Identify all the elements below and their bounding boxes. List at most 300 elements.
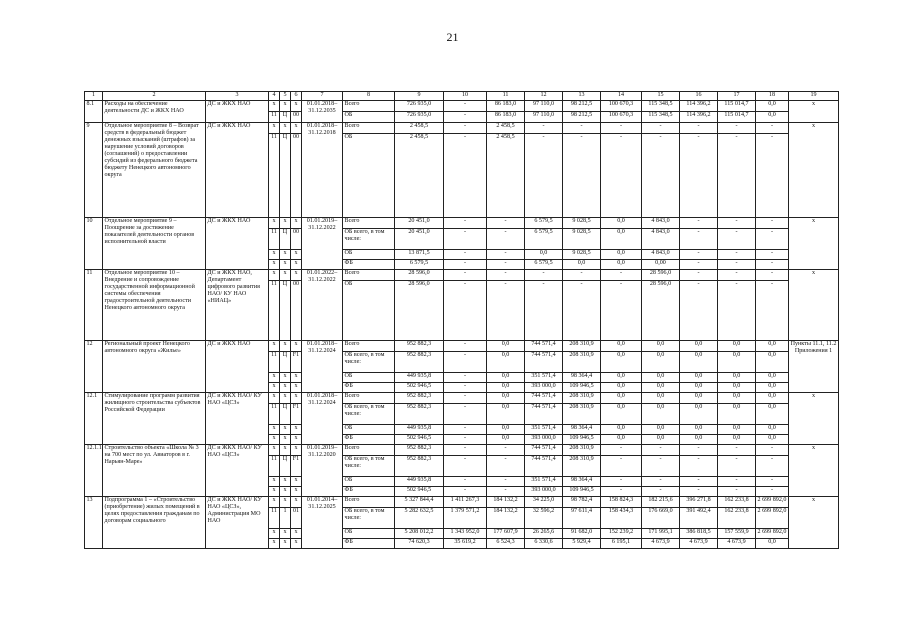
program-budget-table bbox=[84, 91, 839, 549]
funding-source: Всего bbox=[343, 270, 395, 281]
code-col6: 00 bbox=[291, 112, 302, 123]
amount-cell: - bbox=[756, 456, 789, 477]
code-col4: х bbox=[269, 373, 280, 383]
amount-cell: - bbox=[487, 487, 525, 497]
amount-cell: 9 028,5 bbox=[563, 250, 601, 260]
amount-cell: - bbox=[642, 477, 680, 487]
item-number: 11 bbox=[85, 270, 103, 341]
amount-cell: 6 524,3 bbox=[487, 539, 525, 549]
amount-cell: 502 946,5 bbox=[395, 435, 444, 445]
amount-cell: 20 451,0 bbox=[395, 218, 444, 229]
amount-cell: 13 871,5 bbox=[395, 250, 444, 260]
amount-cell: - bbox=[601, 281, 642, 341]
amount-cell: 158 824,3 bbox=[601, 497, 642, 508]
funding-source: ОБ bbox=[343, 477, 395, 487]
amount-cell: 0,0 bbox=[601, 435, 642, 445]
amount-cell: - bbox=[642, 123, 680, 134]
item-number: 13 bbox=[85, 497, 103, 549]
funding-source: ОБ bbox=[343, 134, 395, 218]
amount-cell: - bbox=[718, 218, 756, 229]
code-col4: х bbox=[269, 341, 280, 352]
amount-cell: - bbox=[601, 134, 642, 218]
amount-cell: 100 670,3 bbox=[601, 112, 642, 123]
amount-cell: - bbox=[601, 477, 642, 487]
amount-cell: 0,0 bbox=[680, 373, 718, 383]
amount-cell: 5 327 844,4 bbox=[395, 497, 444, 508]
item-number: 9 bbox=[85, 123, 103, 218]
code-col4: х bbox=[269, 101, 280, 112]
funding-source: ОБ всего, в том числе: bbox=[343, 352, 395, 373]
amount-cell: 98 364,4 bbox=[563, 425, 601, 435]
code-col5: 1 bbox=[280, 508, 291, 529]
amount-cell: 4 673,9 bbox=[680, 539, 718, 549]
amount-cell: - bbox=[525, 281, 563, 341]
amount-cell: 0,0 bbox=[756, 383, 789, 393]
amount-cell: - bbox=[718, 477, 756, 487]
amount-cell: 32 596,2 bbox=[525, 508, 563, 529]
funding-source: Всего bbox=[343, 123, 395, 134]
code-col5: х bbox=[280, 383, 291, 393]
funding-source: ОБ bbox=[343, 425, 395, 435]
amount-cell: 744 571,4 bbox=[525, 341, 563, 352]
amount-cell: - bbox=[756, 477, 789, 487]
code-col4: х bbox=[269, 497, 280, 508]
amount-cell: 744 571,4 bbox=[525, 404, 563, 425]
item-period: 01.01.2022–31.12.2022 bbox=[302, 270, 343, 341]
amount-cell: - bbox=[525, 123, 563, 134]
amount-cell: 6 330,6 bbox=[525, 539, 563, 549]
column-number: 2 bbox=[103, 92, 206, 101]
table-row bbox=[85, 101, 839, 112]
amount-cell: 0,0 bbox=[642, 393, 680, 404]
amount-cell: - bbox=[444, 134, 487, 218]
code-col6: х bbox=[291, 393, 302, 404]
code-col6: х bbox=[291, 383, 302, 393]
amount-cell: 0,0 bbox=[487, 425, 525, 435]
amount-cell: - bbox=[444, 477, 487, 487]
code-col6: х bbox=[291, 218, 302, 229]
code-col4: 11 bbox=[269, 229, 280, 250]
code-col5: х bbox=[280, 477, 291, 487]
item-note: х bbox=[789, 123, 839, 218]
amount-cell: 157 559,9 bbox=[718, 529, 756, 539]
code-col6: 00 bbox=[291, 229, 302, 250]
amount-cell: 208 310,9 bbox=[563, 393, 601, 404]
item-name: Отдельное мероприятие 10 – Внедрение и сопровождение государственной информационной системы обеспечения градостроительной деятельности Ненецкого автономного округа bbox=[103, 270, 206, 341]
table-row bbox=[85, 497, 839, 508]
amount-cell: - bbox=[756, 250, 789, 260]
amount-cell: 9 028,5 bbox=[563, 229, 601, 250]
amount-cell: 952 882,3 bbox=[395, 456, 444, 477]
amount-cell: 0,0 bbox=[642, 373, 680, 383]
amount-cell: 34 225,0 bbox=[525, 497, 563, 508]
amount-cell: - bbox=[680, 270, 718, 281]
amount-cell: - bbox=[487, 218, 525, 229]
amount-cell: - bbox=[563, 134, 601, 218]
amount-cell: - bbox=[444, 487, 487, 497]
amount-cell: - bbox=[444, 250, 487, 260]
amount-cell: - bbox=[444, 260, 487, 270]
amount-cell: 98 364,4 bbox=[563, 373, 601, 383]
code-col6: х bbox=[291, 435, 302, 445]
amount-cell: 1 379 571,2 bbox=[444, 508, 487, 529]
funding-source: ФБ bbox=[343, 539, 395, 549]
amount-cell: 0,0 bbox=[487, 383, 525, 393]
funding-source: ОБ bbox=[343, 281, 395, 341]
code-col5: х bbox=[280, 425, 291, 435]
amount-cell: - bbox=[756, 123, 789, 134]
amount-cell: 952 882,3 bbox=[395, 341, 444, 352]
amount-cell: 9 028,5 bbox=[563, 218, 601, 229]
column-number: 6 bbox=[291, 92, 302, 101]
amount-cell: - bbox=[718, 445, 756, 456]
funding-source: ФБ bbox=[343, 435, 395, 445]
amount-cell: 114 396,2 bbox=[680, 112, 718, 123]
amount-cell: - bbox=[487, 250, 525, 260]
amount-cell: 502 946,5 bbox=[395, 383, 444, 393]
amount-cell: 449 935,8 bbox=[395, 373, 444, 383]
amount-cell: 5 282 632,5 bbox=[395, 508, 444, 529]
amount-cell: - bbox=[444, 373, 487, 383]
amount-cell: 351 571,4 bbox=[525, 425, 563, 435]
column-number: 3 bbox=[206, 92, 269, 101]
amount-cell: 86 183,0 bbox=[487, 112, 525, 123]
amount-cell: 0,0 bbox=[756, 101, 789, 112]
amount-cell: 0,0 bbox=[680, 435, 718, 445]
amount-cell: - bbox=[444, 112, 487, 123]
amount-cell: 0,0 bbox=[525, 250, 563, 260]
amount-cell: 0,0 bbox=[601, 404, 642, 425]
amount-cell: 4 843,0 bbox=[642, 250, 680, 260]
code-col6: х bbox=[291, 260, 302, 270]
amount-cell: - bbox=[444, 435, 487, 445]
table-row bbox=[85, 123, 839, 134]
amount-cell: - bbox=[444, 218, 487, 229]
amount-cell: - bbox=[718, 270, 756, 281]
item-executor: ДС и ЖКХ НАО/ КУ НАО «ЦСЗ» bbox=[206, 393, 269, 445]
amount-cell: - bbox=[718, 229, 756, 250]
amount-cell: 0,0 bbox=[756, 112, 789, 123]
code-col6: х bbox=[291, 425, 302, 435]
column-number: 13 bbox=[563, 92, 601, 101]
amount-cell: 115 348,5 bbox=[642, 112, 680, 123]
amount-cell: 952 882,3 bbox=[395, 352, 444, 373]
amount-cell: 208 310,9 bbox=[563, 445, 601, 456]
code-col4: х bbox=[269, 393, 280, 404]
amount-cell: 4 673,9 bbox=[718, 539, 756, 549]
amount-cell: 184 132,2 bbox=[487, 508, 525, 529]
item-note: х bbox=[789, 218, 839, 270]
item-note: х bbox=[789, 393, 839, 445]
table-row bbox=[85, 270, 839, 281]
amount-cell: - bbox=[718, 487, 756, 497]
code-col6: х bbox=[291, 477, 302, 487]
item-executor: ДС и ЖКХ НАО bbox=[206, 341, 269, 393]
code-col5: х bbox=[280, 341, 291, 352]
column-number: 10 bbox=[444, 92, 487, 101]
amount-cell: 5 208 012,2 bbox=[395, 529, 444, 539]
amount-cell: 0,0 bbox=[601, 341, 642, 352]
code-col4: х bbox=[269, 539, 280, 549]
amount-cell: 20 451,0 bbox=[395, 229, 444, 250]
code-col6: х bbox=[291, 250, 302, 260]
amount-cell: 6 195,1 bbox=[601, 539, 642, 549]
amount-cell: 28 596,0 bbox=[395, 270, 444, 281]
item-number: 10 bbox=[85, 218, 103, 270]
amount-cell: - bbox=[601, 456, 642, 477]
amount-cell: 0,0 bbox=[642, 341, 680, 352]
amount-cell: 0,0 bbox=[642, 383, 680, 393]
amount-cell: 0,0 bbox=[601, 218, 642, 229]
column-number: 1 bbox=[85, 92, 103, 101]
code-col6: F1 bbox=[291, 404, 302, 425]
item-executor: ДС и ЖКХ НАО, Департамент цифрового развития НАО/ КУ НАО «НИАЦ» bbox=[206, 270, 269, 341]
funding-source: Всего bbox=[343, 393, 395, 404]
amount-cell: - bbox=[444, 270, 487, 281]
amount-cell: 6 579,5 bbox=[395, 260, 444, 270]
amount-cell: 26 265,6 bbox=[525, 529, 563, 539]
code-col4: х bbox=[269, 270, 280, 281]
amount-cell: 2 699 892,0 bbox=[756, 529, 789, 539]
amount-cell: - bbox=[642, 134, 680, 218]
amount-cell: 2 458,5 bbox=[395, 123, 444, 134]
item-name: Стимулирование программ развития жилищного строительства субъектов Российской Федерации bbox=[103, 393, 206, 445]
code-col5: х bbox=[280, 101, 291, 112]
item-executor: ДС и ЖКХ НАО/ КУ НАО «ЦСЗ» bbox=[206, 445, 269, 497]
amount-cell: 2 458,5 bbox=[395, 134, 444, 218]
code-col5: х bbox=[280, 539, 291, 549]
amount-cell: 0,0 bbox=[756, 425, 789, 435]
code-col5: х bbox=[280, 123, 291, 134]
item-name: Отдельное мероприятие 9 – Поощрение за достижение показателей деятельности органов исполнительной власти bbox=[103, 218, 206, 270]
amount-cell: 162 233,8 bbox=[718, 508, 756, 529]
amount-cell: 0,0 bbox=[756, 352, 789, 373]
item-period: 01.01.2018–31.12.2018 bbox=[302, 123, 343, 218]
code-col4: 11 bbox=[269, 404, 280, 425]
item-period: 01.01.2019–31.12.2022 bbox=[302, 218, 343, 270]
code-col5: х bbox=[280, 435, 291, 445]
item-note: х bbox=[789, 270, 839, 341]
column-number: 8 bbox=[343, 92, 395, 101]
amount-cell: 2 699 892,0 bbox=[756, 497, 789, 508]
code-col5: Ц bbox=[280, 352, 291, 373]
item-number: 8.1 bbox=[85, 101, 103, 123]
amount-cell: 449 935,8 bbox=[395, 477, 444, 487]
item-name: Региональный проект Ненецкого автономного округа «Жилье» bbox=[103, 341, 206, 393]
amount-cell: - bbox=[487, 281, 525, 341]
funding-source: ФБ bbox=[343, 487, 395, 497]
code-col4: х bbox=[269, 529, 280, 539]
code-col5: х bbox=[280, 260, 291, 270]
amount-cell: 6 579,5 bbox=[525, 260, 563, 270]
code-col4: 11 bbox=[269, 112, 280, 123]
table-row bbox=[85, 218, 839, 229]
amount-cell: 0,0 bbox=[601, 229, 642, 250]
amount-cell: 0,0 bbox=[718, 393, 756, 404]
column-number: 5 bbox=[280, 92, 291, 101]
amount-cell: 0,0 bbox=[718, 341, 756, 352]
amount-cell: 208 310,9 bbox=[563, 456, 601, 477]
amount-cell: 109 946,5 bbox=[563, 383, 601, 393]
funding-source: ОБ bbox=[343, 250, 395, 260]
amount-cell: 182 215,6 bbox=[642, 497, 680, 508]
amount-cell: 0,0 bbox=[718, 352, 756, 373]
code-col5: х bbox=[280, 445, 291, 456]
funding-source: ОБ всего, в том числе: bbox=[343, 456, 395, 477]
amount-cell: 1 343 952,0 bbox=[444, 529, 487, 539]
amount-cell: 0,0 bbox=[487, 341, 525, 352]
amount-cell: - bbox=[680, 260, 718, 270]
amount-cell: 0,0 bbox=[487, 435, 525, 445]
amount-cell: 0,0 bbox=[680, 341, 718, 352]
amount-cell: 396 271,8 bbox=[680, 497, 718, 508]
amount-cell: 393 000,0 bbox=[525, 487, 563, 497]
amount-cell: 115 348,5 bbox=[642, 101, 680, 112]
column-number: 18 bbox=[756, 92, 789, 101]
code-col5: х bbox=[280, 270, 291, 281]
funding-source: ОБ всего, в том числе: bbox=[343, 508, 395, 529]
amount-cell: 184 132,2 bbox=[487, 497, 525, 508]
code-col6: F1 bbox=[291, 352, 302, 373]
item-note: х bbox=[789, 497, 839, 549]
item-period: 01.01.2018–31.12.2024 bbox=[302, 393, 343, 445]
amount-cell: 952 882,3 bbox=[395, 404, 444, 425]
amount-cell: - bbox=[718, 134, 756, 218]
code-col4: х bbox=[269, 435, 280, 445]
amount-cell: - bbox=[525, 134, 563, 218]
amount-cell: 0,0 bbox=[487, 393, 525, 404]
column-number: 9 bbox=[395, 92, 444, 101]
funding-source: Всего bbox=[343, 101, 395, 112]
funding-source: Всего bbox=[343, 445, 395, 456]
amount-cell: - bbox=[601, 487, 642, 497]
amount-cell: - bbox=[525, 270, 563, 281]
code-col4: х bbox=[269, 487, 280, 497]
code-col5: Ц bbox=[280, 134, 291, 218]
amount-cell: 726 935,0 bbox=[395, 101, 444, 112]
amount-cell: - bbox=[642, 445, 680, 456]
amount-cell: 98 212,5 bbox=[563, 101, 601, 112]
code-col5: Ц bbox=[280, 456, 291, 477]
table-row bbox=[85, 393, 839, 404]
amount-cell: - bbox=[444, 456, 487, 477]
amount-cell: 0,0 bbox=[680, 393, 718, 404]
column-number: 11 bbox=[487, 92, 525, 101]
amount-cell: - bbox=[444, 352, 487, 373]
amount-cell: 162 233,8 bbox=[718, 497, 756, 508]
code-col6: 00 bbox=[291, 281, 302, 341]
amount-cell: 98 364,4 bbox=[563, 477, 601, 487]
amount-cell: - bbox=[444, 229, 487, 250]
item-name: Расходы на обеспечение деятельности ДС и ЖКХ НАО bbox=[103, 101, 206, 123]
amount-cell: 0,0 bbox=[718, 373, 756, 383]
amount-cell: 0,0 bbox=[601, 383, 642, 393]
amount-cell: - bbox=[563, 123, 601, 134]
item-executor: ДС и ЖКХ НАО bbox=[206, 218, 269, 270]
amount-cell: - bbox=[680, 229, 718, 250]
amount-cell: 0,0 bbox=[601, 352, 642, 373]
item-executor: ДС и ЖКХ НАО/ КУ НАО «ЦСЗ», Администрация МО НАО bbox=[206, 497, 269, 549]
amount-cell: 4 673,9 bbox=[642, 539, 680, 549]
funding-source: ОБ bbox=[343, 112, 395, 123]
code-col5: х bbox=[280, 218, 291, 229]
amount-cell: 2 458,5 bbox=[487, 123, 525, 134]
amount-cell: 91 682,0 bbox=[563, 529, 601, 539]
amount-cell: 0,0 bbox=[718, 435, 756, 445]
code-col5: х bbox=[280, 373, 291, 383]
funding-source: Всего bbox=[343, 497, 395, 508]
amount-cell: - bbox=[444, 101, 487, 112]
column-number: 14 bbox=[601, 92, 642, 101]
code-col4: х bbox=[269, 445, 280, 456]
code-col4: 11 bbox=[269, 281, 280, 341]
code-col6: F1 bbox=[291, 456, 302, 477]
amount-cell: - bbox=[601, 270, 642, 281]
amount-cell: 5 929,4 bbox=[563, 539, 601, 549]
column-number: 17 bbox=[718, 92, 756, 101]
item-executor: ДС и ЖКХ НАО bbox=[206, 101, 269, 123]
amount-cell: - bbox=[444, 123, 487, 134]
amount-cell: - bbox=[563, 281, 601, 341]
code-col6: х bbox=[291, 497, 302, 508]
amount-cell: 208 310,9 bbox=[563, 404, 601, 425]
amount-cell: 386 818,5 bbox=[680, 529, 718, 539]
amount-cell: - bbox=[680, 477, 718, 487]
amount-cell: - bbox=[601, 445, 642, 456]
code-col4: 11 bbox=[269, 352, 280, 373]
amount-cell: - bbox=[642, 456, 680, 477]
amount-cell: 98 782,4 bbox=[563, 497, 601, 508]
amount-cell: - bbox=[756, 218, 789, 229]
item-note: х bbox=[789, 445, 839, 497]
item-period: 01.01.2018–31.12.2024 bbox=[302, 341, 343, 393]
amount-cell: 4 843,0 bbox=[642, 218, 680, 229]
amount-cell: 114 396,2 bbox=[680, 101, 718, 112]
amount-cell: 176 669,0 bbox=[642, 508, 680, 529]
amount-cell: 0,0 bbox=[680, 383, 718, 393]
code-col4: х bbox=[269, 260, 280, 270]
amount-cell: 2 458,5 bbox=[487, 134, 525, 218]
funding-source: Всего bbox=[343, 218, 395, 229]
code-col5: х bbox=[280, 393, 291, 404]
amount-cell: 109 946,5 bbox=[563, 487, 601, 497]
amount-cell: 208 310,9 bbox=[563, 352, 601, 373]
amount-cell: - bbox=[444, 445, 487, 456]
amount-cell: 4 843,0 bbox=[642, 229, 680, 250]
amount-cell: - bbox=[756, 281, 789, 341]
amount-cell: 0,0 bbox=[718, 383, 756, 393]
amount-cell: 74 620,3 bbox=[395, 539, 444, 549]
amount-cell: 744 571,4 bbox=[525, 445, 563, 456]
amount-cell: - bbox=[680, 281, 718, 341]
amount-cell: - bbox=[680, 445, 718, 456]
code-col6: х bbox=[291, 341, 302, 352]
amount-cell: 6 579,5 bbox=[525, 229, 563, 250]
amount-cell: 0,0 bbox=[642, 435, 680, 445]
funding-source: ОБ всего, в том числе: bbox=[343, 229, 395, 250]
amount-cell: 152 239,2 bbox=[601, 529, 642, 539]
item-period: 01.01.2018–31.12.2035 bbox=[302, 101, 343, 123]
code-col4: х bbox=[269, 425, 280, 435]
code-col4: 11 bbox=[269, 508, 280, 529]
amount-cell: 0,0 bbox=[642, 425, 680, 435]
amount-cell: 0,0 bbox=[601, 373, 642, 383]
amount-cell: 6 579,5 bbox=[525, 218, 563, 229]
amount-cell: 171 995,1 bbox=[642, 529, 680, 539]
amount-cell: - bbox=[487, 445, 525, 456]
item-number: 12.1 bbox=[85, 393, 103, 445]
table-row bbox=[85, 341, 839, 352]
